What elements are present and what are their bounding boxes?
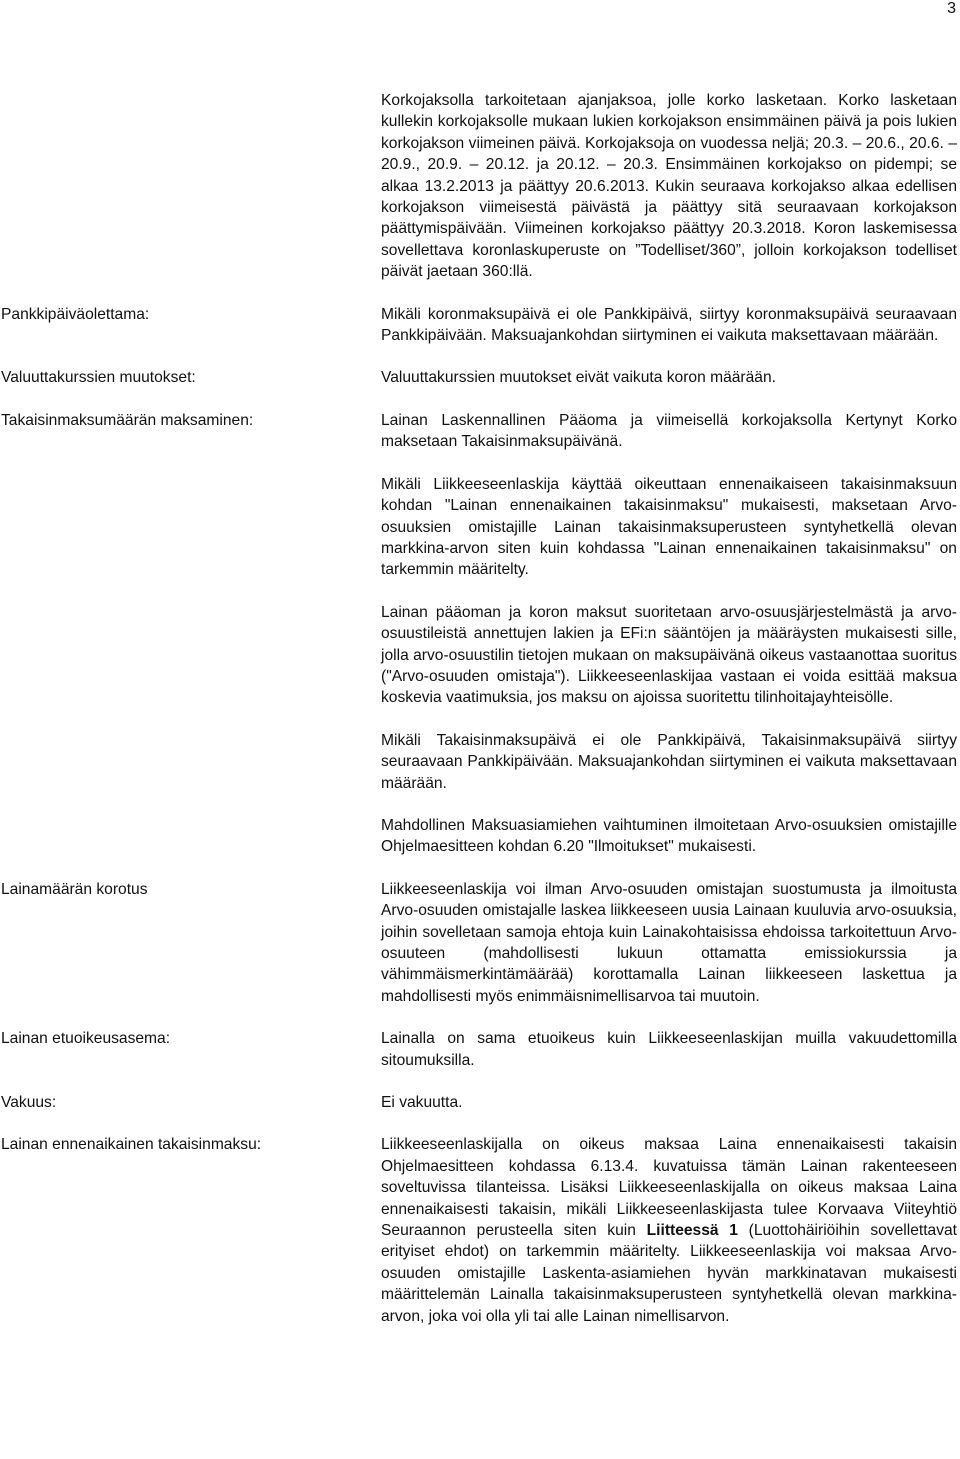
ennenaikainen-paragraph <box>381 1134 957 1327</box>
takaisinmaksu-label: Takaisinmaksumäärän maksaminen: <box>1 411 254 429</box>
etuoikeus-label: Lainan etuoikeusasema: <box>1 1030 171 1048</box>
vakuus-paragraph: Ei vakuutta. <box>381 1094 463 1112</box>
takaisinmaksu-paragraph-3: Lainan pääoman ja koron maksut suoritetaan arvo-osuusjärjestelmästä ja arvo-osuustileistä annettujen lakien ja EFi:n sääntöjen ja määräysten mukaisesti sille, jolla arvo-osuustilin tietojen mukaan on maksupäivänä oikeus vastaanottaa suoritus ("Arvo-osuuden omistaja"). Liikkeeseenlaskijaa vastaan ei voida esittää maksua koskevia vaatimuksia, jos maksu on ajoissa suoritettu tilinhoitajayhteisölle. <box>381 603 957 707</box>
takaisinmaksu-paragraph-1: Lainan Laskennallinen Pääoma ja viimeisellä korkojaksolla Kertynyt Korko maksetaan Takaisinmaksupäivänä. <box>381 411 957 451</box>
takaisinmaksu-paragraph-4: Mikäli Takaisinmaksupäivä ei ole Pankkipäivä, Takaisinmaksupäivä siirtyy seuraavaan Pankkipäivään. Maksuajankohdan siirtyminen ei vaikuta maksettavaan määrään. <box>381 731 957 792</box>
page-number: 3 <box>947 0 956 17</box>
ennenaikainen-text-after: (Luottohäiriöihin sovellettavat erityiset ehdot) on tarkemmin määritelty. Liikkeeseenlaskija voi maksaa Arvo-osuuden omistajille Laskenta-asiamiehen hyvän markkinatavan mukaisesti määrittelemän Lainalla takaisinmaksuperusteen syntyhetkellä olevan markkina-arvon, joka voi olla yli tai alle Lainan nimellisarvon. <box>381 1222 957 1325</box>
section-etuoikeusasema <box>0 1028 960 1071</box>
section-takaisinmaksu-cont-3 <box>0 602 960 709</box>
korotus-label: Lainamäärän korotus <box>1 880 148 898</box>
section-takaisinmaksu <box>0 410 960 453</box>
pankkipaiva-paragraph: Mikäli koronmaksupäivä ei ole Pankkipäivä, siirtyy koronmaksupäivä seuraavaan Pankkipäivään. Maksuajankohdan siirtyminen ei vaikuta maksettavaan määrään. <box>381 305 957 345</box>
section-ennenaikainen-takaisinmaksu <box>0 1134 960 1327</box>
valuutta-label: Valuuttakurssien muutokset: <box>1 369 196 387</box>
takaisinmaksu-paragraph-2: Mikäli Liikkeeseenlaskija käyttää oikeuttaan ennenaikaiseen takaisinmaksuun kohdan "Lainan ennenaikainen takaisinmaksu" mukaisesti, maksetaan Arvo-osuuksien omistajille Lainan takaisinmaksuperusteen syntyhetkellä olevan markkina-arvon siten kuin kohdassa "Lainan ennenaikainen takaisinmaksu" on tarkemmin määritelty. <box>381 475 957 579</box>
document-body <box>0 90 960 1327</box>
korotus-paragraph: Liikkeeseenlaskija voi ilman Arvo-osuuden omistajan suostumusta ja ilmoitusta Arvo-osuuden omistajalle laskea liikkeeseen uusia Lainaan kuuluvia arvo-osuuksia, joihin sovelletaan samoja ehtoja kuin Lainakohtaisissa ehdoissa tarkoitettuun Arvo-osuuteen (mahdollisesti lukuun ottamatta emissiokurssia ja vähimmäismerkintämäärää) korottamalla Lainan liikkeeseen laskettua ja mahdollisesti myös enimmäisnimellisarvoa tai muutoin. <box>381 880 957 1005</box>
section-takaisinmaksu-cont-4 <box>0 730 960 794</box>
section-takaisinmaksu-cont-2 <box>0 474 960 581</box>
section-lainamaaran-korotus <box>0 879 960 1007</box>
ennenaikainen-text-before: Liikkeeseenlaskijalla on oikeus maksaa Laina ennenaikaisesti takaisin Ohjelmaesitteen kohdassa 6.13.4. kuvatuissa tämän Lainan rakenteeseen soveltuvissa tilanteissa. Lisäksi Liikkeeseenlaskijalla on oikeus maksaa Laina ennenaikaisesti takaisin, mikäli Liikkeeseenlaskijasta tulee Korvaava Viiteyhtiö Seuraannon perusteella siten kuin <box>381 1136 957 1240</box>
section-pankkipaivaolettama <box>0 304 960 347</box>
vakuus-label: Vakuus: <box>1 1094 57 1112</box>
section-vakuus <box>0 1092 960 1113</box>
section-valuuttakurssit <box>0 367 960 388</box>
pankkipaiva-label: Pankkipäiväolettama: <box>1 305 150 323</box>
takaisinmaksu-paragraph-5: Mahdollinen Maksuasiamiehen vaihtuminen ilmoitetaan Arvo-osuuksien omistajille Ohjelmaesitteen kohdan 6.20 "Ilmoitukset" mukaisesti. <box>381 816 957 856</box>
etuoikeus-paragraph: Lainalla on sama etuoikeus kuin Liikkeeseenlaskijan muilla vakuudettomilla sitoumuksilla. <box>381 1030 957 1069</box>
ennenaikainen-label: Lainan ennenaikainen takaisinmaksu: <box>1 1136 262 1154</box>
section-korkojakso <box>0 90 960 283</box>
korkojakso-paragraph: Korkojaksolla tarkoitetaan ajanjaksoa, jolle korko lasketaan. Korko lasketaan kullekin korkojaksolle mukaan lukien korkojakson ensimmäinen päivä ja pois lukien korkojakson viimeinen päivä. Korkojaksoja on vuodessa neljä; 20.3. – 20.6., 20.6. – 20.9., 20.9. – 20.12. ja 20.12. – 20.3. Ensimmäinen korkojakso on pidempi; se alkaa 13.2.2013 ja päättyy 20.6.2013. Kukin seuraava korkojakso alkaa edellisen korkojakson viimeisestä päivästä ja päättyy sitä seuraavaan korkojakson päättymispäivään. Viimeinen korkojakso päättyy 20.3.2018. Koron laskemisessa sovellettava koronlaskuperuste on ”Todelliset/360”, jolloin korkojakson todelliset päivät jaetaan 360:llä. <box>381 92 957 281</box>
valuutta-paragraph: Valuuttakurssien muutokset eivät vaikuta koron määrään. <box>381 369 776 387</box>
liite-reference: Liitteessä 1 <box>646 1222 738 1240</box>
section-takaisinmaksu-cont-5 <box>0 815 960 858</box>
